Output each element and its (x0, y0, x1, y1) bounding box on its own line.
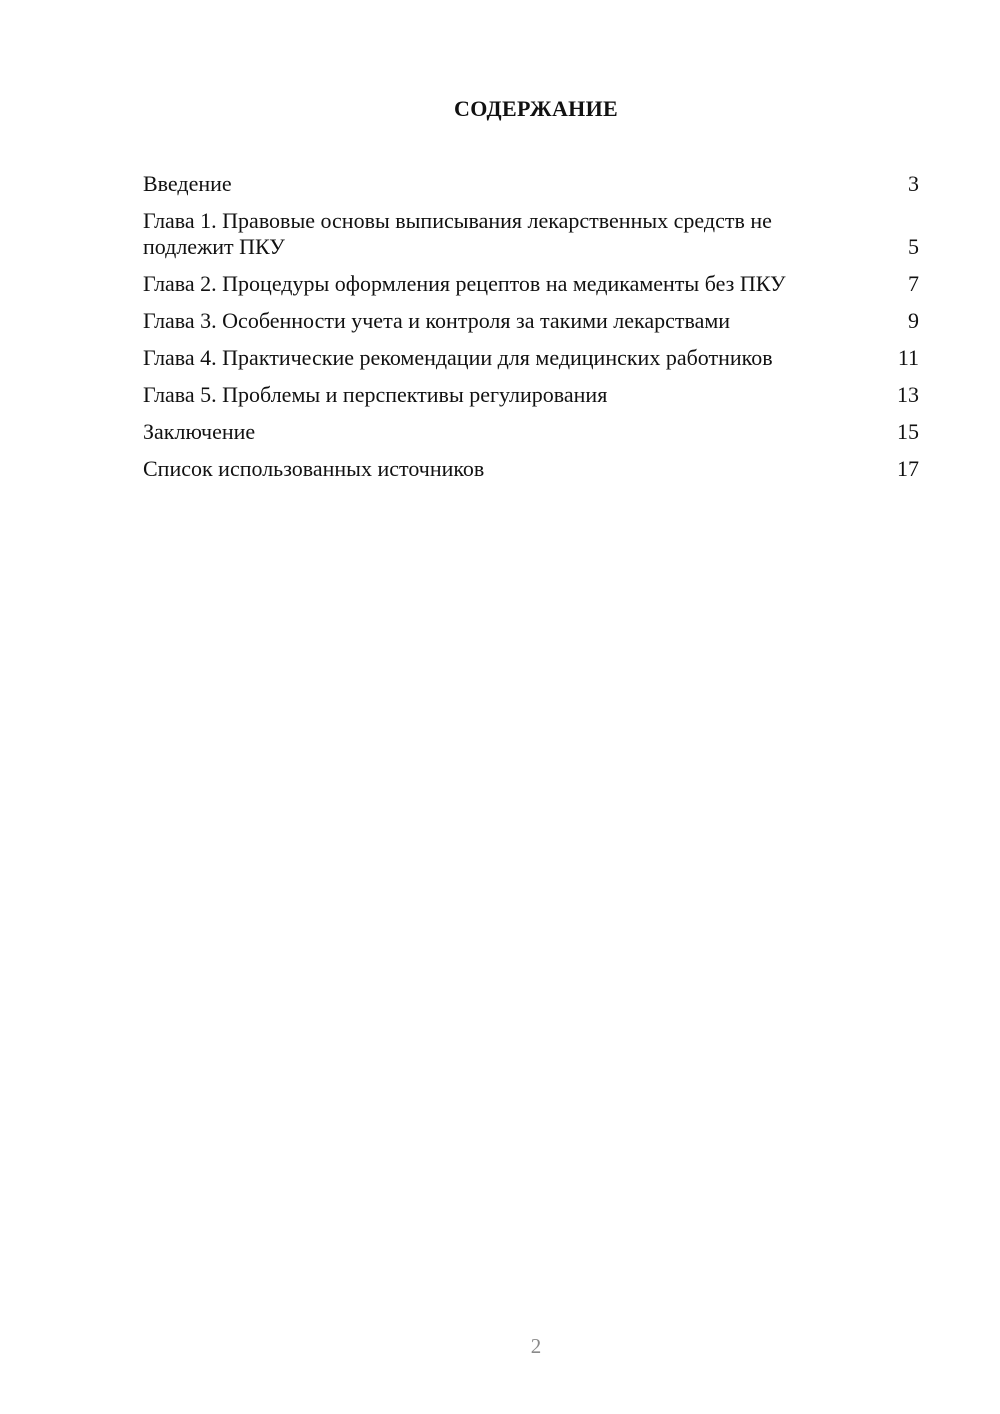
toc-entry-text: Заключение (143, 419, 256, 444)
toc-entry-page: 11 (897, 345, 919, 370)
toc-entry-page: 7 (908, 271, 919, 296)
toc-entry-page: 5 (908, 234, 919, 259)
toc-entry-page: 13 (897, 382, 919, 407)
toc-entry (143, 308, 919, 334)
toc-entry (143, 208, 919, 260)
toc-entry-page: 3 (908, 171, 919, 196)
toc-entry (143, 456, 919, 482)
toc-entry-text: Глава 3. Особенности учета и контроля за такими лекарствами (143, 308, 731, 333)
toc-entry (143, 419, 919, 445)
toc-entry-page: 9 (908, 308, 919, 333)
toc-entry-page: 17 (897, 456, 919, 481)
toc-entry-text: Глава 4. Практические рекомендации для медицинских работников (143, 345, 773, 370)
toc-entry (143, 382, 919, 408)
toc-entry (143, 171, 919, 197)
page-number: 2 (530, 1334, 542, 1358)
toc-entry-text: Глава 2. Процедуры оформления рецептов на медикаменты без ПКУ (143, 271, 786, 296)
toc-entry (143, 345, 919, 371)
page-title: СОДЕРЖАНИЕ (454, 96, 618, 121)
table-of-contents (143, 171, 919, 493)
toc-entry-text: Глава 5. Проблемы и перспективы регулирования (143, 382, 608, 407)
toc-entry-text: Глава 1. Правовые основы выписывания лекарственных средств не подлежит ПКУ (143, 208, 772, 259)
toc-entry (143, 271, 919, 297)
toc-entry-page: 15 (897, 419, 919, 444)
toc-entry-text: Введение (143, 171, 232, 196)
toc-entry-text: Список использованных источников (143, 456, 485, 481)
